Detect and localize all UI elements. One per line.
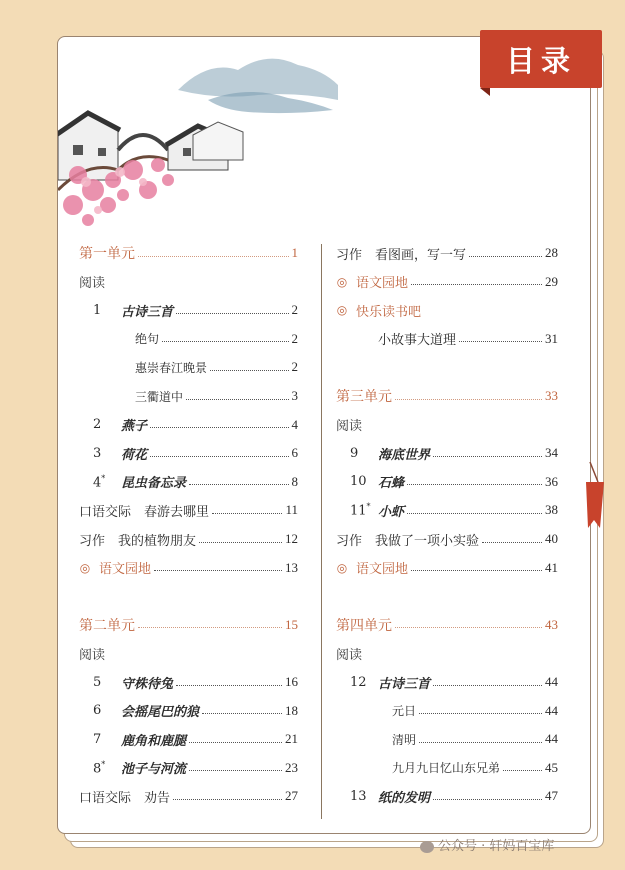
page-number: 6 [291,445,298,461]
toc-entry-activity[interactable] [79,783,298,809]
toc-entry-sub2[interactable] [336,326,558,352]
page-number: 2 [291,330,298,346]
dot-leader [176,685,282,686]
dot-leader [138,627,282,628]
dot-leader [459,341,542,342]
entry-label: 古诗三首 [378,676,431,692]
entry-label: 快乐读书吧 [356,304,422,320]
toc-entry-lesson[interactable] [336,469,558,495]
dot-leader [189,770,282,771]
page-number: 34 [545,445,558,461]
toc-entry-sub[interactable] [79,383,298,409]
dot-leader [419,742,542,743]
page-number: 44 [545,731,558,747]
dot-leader [154,570,282,571]
toc-entry-activity[interactable] [79,526,298,552]
lesson-number: 6 [93,703,102,719]
toc-entry-activity[interactable] [336,240,558,266]
dot-leader [189,742,282,743]
entry-label: 燕子 [121,419,148,435]
optional-star-mark: * [101,759,106,769]
circle-bullet-icon: ◎ [336,560,348,575]
dot-leader [407,484,542,485]
title-tab-fold [480,88,490,96]
dot-leader [199,542,282,543]
dot-leader [433,685,542,686]
toc-entry-garden[interactable] [336,555,558,581]
dot-leader [186,399,288,400]
circle-bullet-icon: ◎ [79,560,91,575]
page-number: 27 [285,788,298,804]
page-number: 31 [545,330,558,346]
toc-entry-unit[interactable] [336,383,558,409]
entry-label: 绝句 [135,332,160,347]
entry-label: 古诗三首 [121,304,174,320]
page-number: 28 [545,245,558,260]
toc-entry-lesson[interactable] [336,440,558,466]
page-number: 16 [285,674,298,689]
toc-title: 目录 [480,30,602,88]
page-number: 1 [291,245,298,260]
toc-entry-section [336,640,558,666]
entry-label: 清明 [392,732,417,747]
toc-entry-garden[interactable] [336,297,558,323]
lesson-number: 10 [350,474,367,490]
dot-leader [176,313,288,314]
dot-leader [411,284,542,285]
dot-leader [482,542,542,543]
lesson-number: 4* [93,473,106,490]
optional-star-mark: * [101,473,106,483]
page-number: 3 [291,388,298,403]
page-number: 43 [545,616,558,632]
page-number: 41 [545,559,558,575]
page-number: 44 [545,702,558,718]
entry-label: 小虾 [378,504,405,520]
page-number: 23 [285,759,298,775]
entry-label: 纸的发明 [378,790,431,806]
page-number: 4 [291,416,298,432]
entry-label: 惠崇春江晚景 [135,360,208,375]
dot-leader [150,456,288,457]
dot-leader [407,513,542,514]
watermark-text: 公众号 · 轩妈百宝库 [438,839,555,854]
toc-entry-sub[interactable] [79,326,298,352]
dot-leader [433,456,542,457]
landscape-illustration [58,40,338,240]
entry-label: 会摇尾巴的狼 [121,705,200,721]
page-number: 12 [285,531,298,546]
entry-label: 口语交际 春游去哪里 [79,504,210,520]
page-number: 8 [291,473,298,489]
lesson-number: 12 [350,674,367,690]
entry-label: 第三单元 [336,389,392,405]
entry-label: 口语交际 劝告 [79,790,171,806]
dot-leader [503,770,542,771]
toc-entry-lesson[interactable] [79,669,298,695]
entry-label: 习作 我的植物朋友 [79,533,197,549]
toc-entry-lesson[interactable] [79,698,298,724]
lesson-number: 8* [93,759,106,776]
dot-leader [173,799,282,800]
toc-entry-lesson[interactable] [336,783,558,809]
page-number: 44 [545,674,558,689]
toc-entry-unit[interactable] [79,240,298,266]
toc-entry-activity[interactable] [336,526,558,552]
optional-star-mark: * [366,502,371,512]
entry-label: 阅读 [79,647,106,663]
page-number: 2 [291,359,298,375]
column-divider [321,244,322,819]
dot-leader [433,799,542,800]
page-number: 33 [545,388,558,403]
circle-bullet-icon: ◎ [336,303,348,318]
toc-entry-unit[interactable] [336,612,558,638]
page-number: 45 [545,759,558,775]
toc-entry-sub[interactable] [336,755,558,781]
lesson-number: 7 [93,731,102,747]
toc-entry-activity[interactable] [79,497,298,523]
page-number: 18 [285,702,298,718]
lesson-number: 2 [93,417,102,433]
toc-entry-lesson[interactable] [336,497,558,523]
toc-entry-section [79,269,298,295]
page-number: 13 [285,559,298,575]
dot-leader [469,256,542,257]
toc-entry-garden[interactable] [79,555,298,581]
page-number: 36 [545,473,558,489]
dot-leader [395,399,542,400]
lesson-number: 11* [350,502,371,519]
entry-label: 鹿角和鹿腿 [121,733,187,749]
wechat-icon [420,841,434,853]
entry-label: 语文园地 [356,562,409,578]
entry-label: 习作 看图画，写一写 [336,247,467,263]
entry-label: 三衢道中 [135,389,184,404]
entry-label: 第二单元 [79,617,135,634]
dot-leader [150,427,288,428]
entry-label: 荷花 [121,447,148,463]
entry-label: 语文园地 [356,276,409,292]
entry-label: 第四单元 [336,617,392,634]
entry-label: 阅读 [336,647,363,663]
toc-entry-lesson[interactable] [79,297,298,323]
toc-entry-sub[interactable] [79,354,298,380]
toc-entry-garden[interactable] [336,269,558,295]
toc-entry-lesson[interactable] [79,726,298,752]
dot-leader [138,256,289,257]
dot-leader [189,484,288,485]
page-number: 40 [545,531,558,546]
toc-entry-lesson[interactable] [336,669,558,695]
toc-entry-lesson[interactable] [79,412,298,438]
bookmark-tassel-icon [580,462,610,532]
entry-label: 第一单元 [79,246,135,262]
page-number: 29 [545,273,558,289]
toc-entry-sub[interactable] [336,726,558,752]
lesson-number: 1 [93,302,102,318]
circle-bullet-icon: ◎ [336,274,348,289]
toc-entry-unit[interactable] [79,612,298,638]
page-number: 38 [545,502,558,518]
toc-entry-lesson[interactable] [79,469,298,495]
entry-label: 阅读 [336,419,363,435]
entry-label: 池子与河流 [121,762,187,778]
lesson-number: 5 [93,674,102,690]
dot-leader [411,570,542,571]
page-number: 15 [285,616,298,632]
dot-leader [395,627,542,628]
watermark [420,835,554,854]
toc-entry-section [79,640,298,666]
toc-entry-sub[interactable] [336,698,558,724]
entry-label: 昆虫备忘录 [121,476,187,492]
page-number: 2 [291,302,298,318]
entry-label: 阅读 [79,276,106,292]
entry-label: 小故事大道理 [378,333,457,349]
dot-leader [210,370,288,371]
toc-entry-lesson[interactable] [79,440,298,466]
toc-entry-lesson[interactable] [79,755,298,781]
lesson-number: 9 [350,445,359,461]
page-number: 11 [285,502,298,518]
entry-label: 语文园地 [99,562,152,578]
page-number: 47 [545,788,558,804]
dot-leader [419,713,542,714]
lesson-number: 13 [350,788,367,804]
entry-label: 习作 我做了一项小实验 [336,533,480,549]
entry-label: 元日 [392,704,417,719]
dot-leader [212,513,282,514]
lesson-number: 3 [93,445,102,461]
entry-label: 九月九日忆山东兄弟 [392,761,501,776]
entry-label: 守株待兔 [121,676,174,692]
entry-label: 海底世界 [378,447,431,463]
entry-label: 石蜂 [378,476,405,492]
toc-entry-section [336,412,558,438]
page-number: 21 [285,731,298,747]
dot-leader [162,341,288,342]
dot-leader [202,713,282,714]
